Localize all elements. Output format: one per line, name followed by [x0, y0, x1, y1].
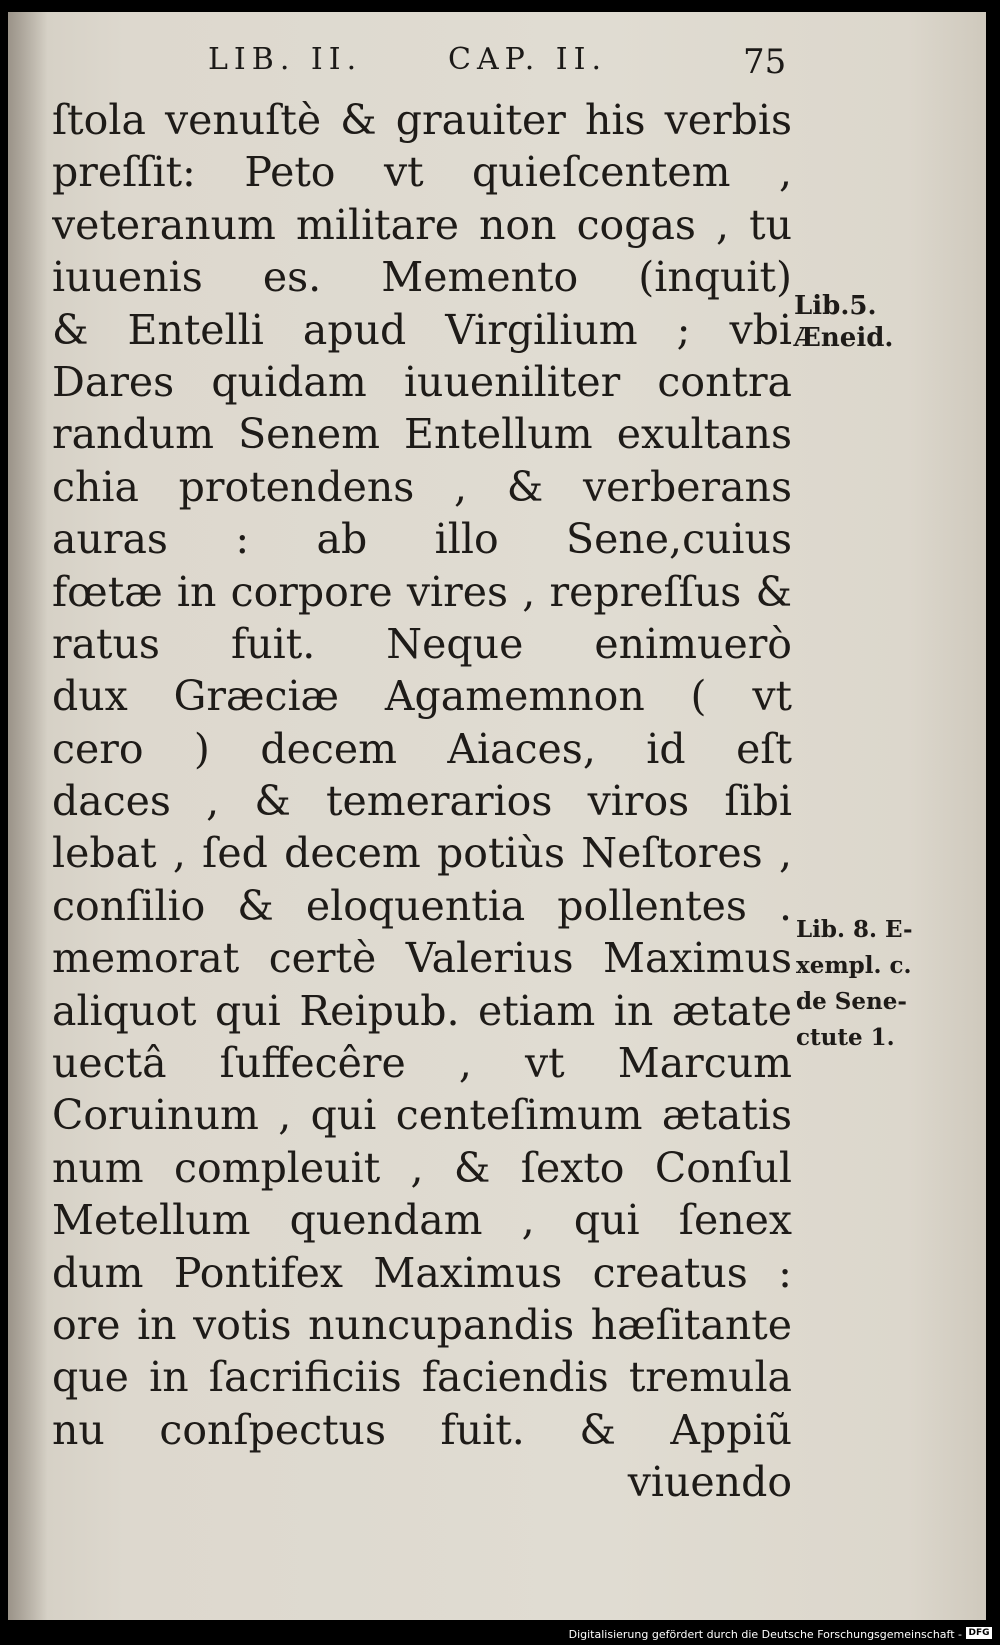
page-gutter-shadow [8, 12, 48, 1620]
text-line: Dares quidam iuueniliter contra [52, 357, 792, 406]
text-line: aliquot qui Reipub. etiam in ætate [52, 986, 792, 1035]
funding-credit: Digitalisierung gefördert durch die Deutsche Forschungsgemeinschaft - [568, 1628, 962, 1641]
margin-note-valerius [796, 912, 913, 1056]
text-line: dux Græciæ Agamemnon ( vt [52, 672, 792, 721]
text-line: conſilio & eloquentia pollentes . [52, 881, 792, 930]
text-line: cero ) decem Aiaces, id eſt [52, 724, 792, 773]
text-line: nu conſpectus fuit. & Appiũ [52, 1405, 792, 1454]
header-book: LIB. II. [208, 42, 363, 77]
margin-note-line: ctute 1. [796, 1024, 895, 1051]
text-line: ore in votis nuncupandis hæſitante [52, 1300, 792, 1349]
margin-note-line: Lib. 8. E- [796, 916, 913, 943]
text-line: auras : ab illo Sene,cuius [52, 515, 792, 564]
text-line: Coruinum , qui centeſimum ætatis [52, 1091, 792, 1140]
text-line: Metellum quendam , qui ſenex [52, 1196, 792, 1245]
text-line: randum Senem Entellum exultans [52, 410, 792, 459]
margin-note-line: Lib.5. [794, 291, 877, 321]
text-line: preſſit: Peto vt quieſcentem , [52, 148, 792, 197]
header-chapter: CAP. II. [448, 42, 608, 77]
text-line: iuuenis es. Memento (inquit) [52, 253, 792, 302]
text-line: num compleuit , & ſexto Conſul [52, 1143, 792, 1192]
text-line: lebat , ſed decem potiùs Neſtores , [52, 829, 792, 878]
margin-note-line: de Sene- [796, 988, 907, 1015]
catchword: viuendo [627, 1458, 792, 1507]
text-line: fœtæ in corpore vires , repreſſus & [52, 567, 792, 616]
text-line: memorat certè Valerius Maximus [52, 934, 792, 983]
dfg-logo: DFG [966, 1627, 992, 1639]
running-header [208, 42, 808, 92]
text-line: veteranum militare non cogas , tu [52, 200, 792, 249]
margin-note-aeneid [794, 290, 893, 354]
text-line: uectâ ſuffecêre , vt Marcum [52, 1039, 792, 1088]
text-line: & Entelli apud Virgilium ; vbi [52, 305, 792, 354]
book-page [8, 12, 986, 1620]
margin-note-line: Æneid. [794, 323, 894, 353]
main-text-block [52, 94, 792, 1509]
text-line: ratus fuit. Neque enimuerò [52, 619, 792, 668]
text-line: ſtola venuſtè & grauiter his verbis [52, 96, 792, 144]
text-line: que in ſacrificiis faciendis tremula [52, 1353, 792, 1402]
page-number: 75 [743, 42, 787, 82]
text-line: chia protendens , & verberans [52, 462, 792, 511]
text-line: daces , & temerarios viros ſibi [52, 777, 792, 826]
text-line: dum Pontifex Maximus creatus : [52, 1248, 792, 1297]
margin-note-line: xempl. c. [796, 952, 912, 979]
